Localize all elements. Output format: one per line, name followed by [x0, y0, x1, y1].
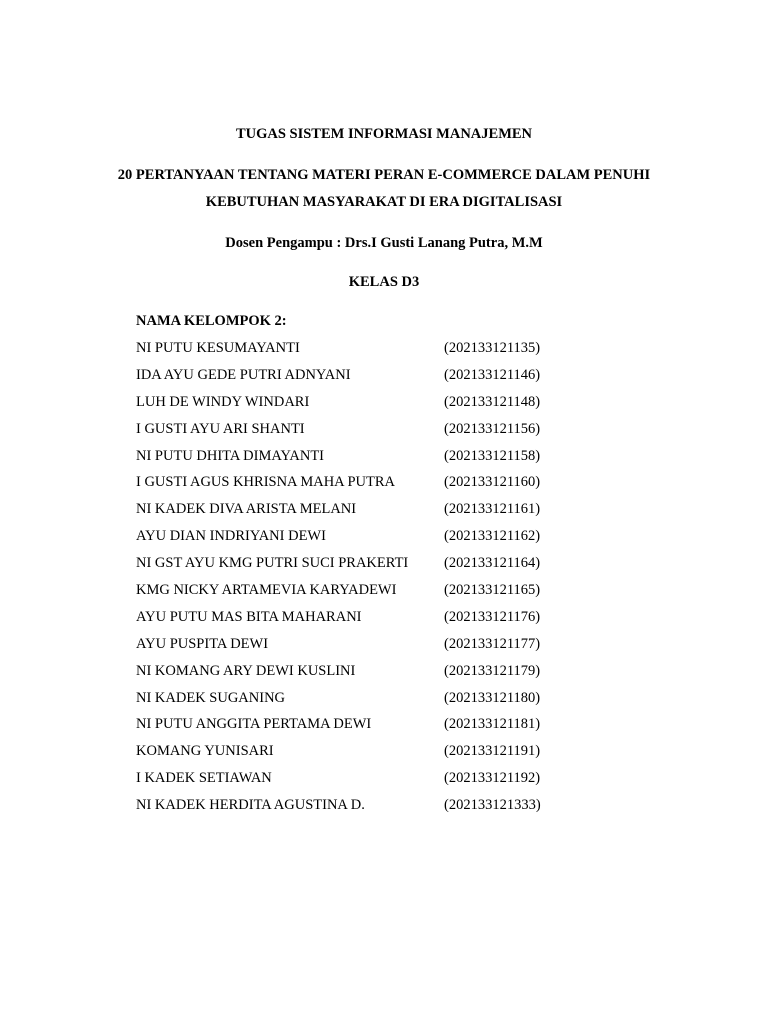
member-name: AYU PUTU MAS BITA MAHARANI: [136, 608, 362, 625]
member-name: NI KADEK SUGANING: [136, 689, 286, 706]
group-heading: NAMA KELOMPOK 2:: [136, 313, 287, 329]
member-name: NI PUTU DHITA DIMAYANTI: [136, 447, 325, 464]
member-nim: (202133121162): [444, 528, 541, 545]
member-name: NI KADEK HERDITA AGUSTINA D.: [136, 797, 365, 814]
member-name: NI KOMANG ARY DEWI KUSLINI: [136, 662, 356, 679]
member-row: [136, 366, 656, 393]
member-row: [136, 527, 656, 554]
member-nim: (202133121333): [444, 797, 541, 814]
member-list: [136, 339, 656, 823]
member-row: [136, 715, 656, 742]
member-row: [136, 393, 656, 420]
member-name: I GUSTI AYU ARI SHANTI: [136, 420, 305, 437]
member-row: [136, 554, 656, 581]
member-nim: (202133121146): [444, 366, 541, 383]
member-name: NI KADEK DIVA ARISTA MELANI: [136, 501, 357, 518]
member-name: NI PUTU ANGGITA PERTAMA DEWI: [136, 716, 372, 733]
member-name: NI GST AYU KMG PUTRI SUCI PRAKERTI: [136, 555, 409, 572]
member-nim: (202133121158): [444, 447, 541, 464]
document-title: TUGAS SISTEM INFORMASI MANAJEMEN: [235, 126, 533, 142]
member-nim: (202133121180): [444, 689, 541, 706]
member-row: [136, 581, 656, 608]
member-row: [136, 769, 656, 796]
member-nim: (202133121191): [444, 743, 541, 760]
member-name: NI PUTU KESUMAYANTI: [136, 340, 300, 356]
member-name: KOMANG YUNISARI: [136, 743, 274, 760]
member-name: AYU DIAN INDRIYANI DEWI: [136, 528, 326, 545]
member-row: [136, 796, 656, 823]
member-row: [136, 608, 656, 635]
member-nim: (202133121165): [444, 582, 541, 599]
member-row: [136, 447, 656, 474]
member-name: LUH DE WINDY WINDARI: [136, 393, 310, 410]
member-nim: (202133121192): [444, 770, 541, 787]
member-nim: (202133121160): [444, 474, 541, 491]
document-subtitle-line-2: KEBUTUHAN MASYARAKAT DI ERA DIGITALISASI: [205, 194, 563, 210]
member-row: [136, 742, 656, 769]
class-label: KELAS D3: [348, 274, 420, 290]
member-row: [136, 500, 656, 527]
member-nim: (202133121181): [444, 716, 541, 733]
lecturer-line: Dosen Pengampu : Drs.I Gusti Lanang Putra, M.M: [225, 235, 543, 251]
member-name: KMG NICKY ARTAMEVIA KARYADEWI: [136, 582, 397, 599]
member-name: IDA AYU GEDE PUTRI ADNYANI: [136, 366, 351, 383]
member-name: I GUSTI AGUS KHRISNA MAHA PUTRA: [136, 474, 396, 491]
member-name: AYU PUSPITA DEWI: [136, 635, 269, 652]
member-name: I KADEK SETIAWAN: [136, 770, 272, 787]
member-nim: (202133121176): [444, 608, 541, 625]
member-nim: (202133121156): [444, 420, 541, 437]
member-row: [136, 635, 656, 662]
member-nim: (202133121164): [444, 555, 541, 572]
member-row: [136, 473, 656, 500]
member-nim: (202133121148): [444, 393, 541, 410]
member-row: [136, 662, 656, 689]
member-row: [136, 689, 656, 716]
member-nim: (202133121179): [444, 662, 541, 679]
member-nim: (202133121161): [444, 501, 541, 518]
member-row: [136, 420, 656, 447]
member-nim: (202133121135): [444, 340, 541, 356]
member-row: [136, 339, 656, 366]
member-nim: (202133121177): [444, 635, 541, 652]
document-subtitle-line-1: 20 PERTANYAAN TENTANG MATERI PERAN E-COMMERCE DALAM PENUHI: [117, 167, 651, 183]
